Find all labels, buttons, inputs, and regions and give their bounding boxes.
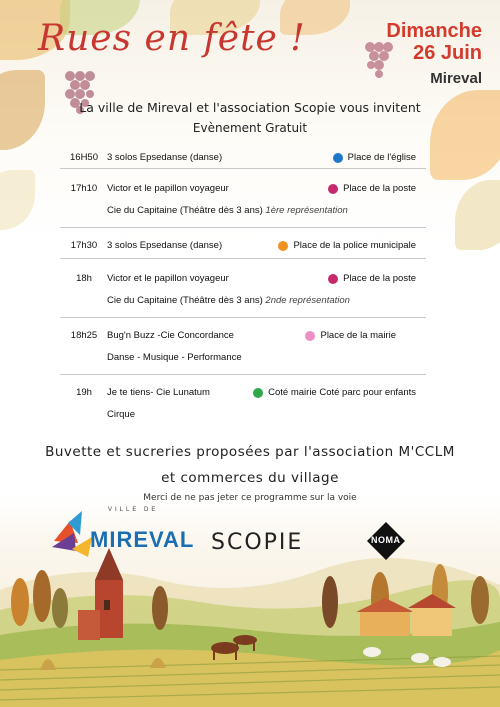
leaf-decoration: [0, 170, 35, 230]
activity: [107, 330, 234, 341]
invitation-text: La ville de Mireval et l'association Scopie vous invitent: [79, 100, 421, 115]
schedule-row: [60, 146, 426, 169]
town-name: Mireval: [430, 70, 482, 87]
location: [253, 387, 416, 398]
activity-note: 1ère représentation: [265, 205, 348, 216]
time: 17h30: [70, 240, 98, 251]
free-event-text: Evènement Gratuit: [192, 121, 308, 135]
location-label: Place de la police municipale: [293, 240, 416, 251]
time: 16H50: [70, 152, 98, 163]
schedule-line: [60, 234, 426, 258]
location: [328, 273, 416, 284]
location: [305, 330, 396, 341]
time: 19h: [76, 387, 92, 398]
activity: [107, 240, 222, 251]
location-label: Place de la poste: [343, 183, 416, 194]
activity-title: Danse - Musique - Performance: [107, 352, 242, 363]
noma-logo-text: NOMA: [371, 535, 401, 545]
location: [278, 240, 416, 251]
buvette-text-2: et commerces du village: [161, 470, 339, 486]
schedule-row: [60, 381, 426, 425]
activity-title: Victor et le papillon voyageur: [107, 183, 229, 194]
schedule-line: [60, 177, 426, 199]
location-dot-icon: [333, 153, 343, 163]
schedule-line: [60, 146, 426, 168]
location-dot-icon: [278, 241, 288, 251]
activity: [107, 183, 229, 194]
buvette-text: Buvette et sucreries proposées par l'association M'CCLM: [45, 444, 455, 460]
activity-title: Cie du Capitaine (Théâtre dès 3 ans): [107, 295, 263, 306]
time: 18h25: [70, 330, 98, 341]
mireval-logo-small: VILLE DE: [108, 507, 159, 513]
location-dot-icon: [328, 274, 338, 284]
mireval-logo-text: MIREVAL: [90, 527, 195, 552]
time: 17h10: [70, 183, 98, 194]
schedule-row: [60, 234, 426, 259]
event-title: Rues en fête !: [38, 18, 306, 59]
schedule-line: [60, 346, 426, 374]
schedule-list: [60, 146, 426, 425]
activity: [107, 152, 222, 163]
time: 18h: [76, 273, 92, 284]
notice-text: Merci de ne pas jeter ce programme sur la voie: [143, 493, 357, 503]
scopie-logo: SCOPIE: [211, 530, 304, 555]
location-label: Place de l'église: [347, 152, 416, 163]
activity-title: Cirque: [107, 409, 135, 420]
schedule-line: [60, 199, 426, 227]
schedule-line: [60, 289, 426, 317]
activity-title: 3 solos Epsedanse (danse): [107, 240, 223, 251]
schedule-row: [60, 267, 426, 318]
location: [333, 152, 416, 163]
date-day: Dimanche: [386, 20, 482, 42]
activity-title: 3 solos Epsedanse (danse): [107, 152, 223, 163]
activity: [107, 205, 348, 216]
mireval-logo: [48, 503, 195, 563]
activity-title: Je te tiens- Cie Lunatum: [107, 387, 210, 398]
schedule-line: [60, 267, 426, 289]
activity-note: 2nde représentation: [265, 295, 350, 306]
location-label: Place de la poste: [343, 273, 416, 284]
schedule-line: [60, 324, 426, 346]
activity: [107, 295, 350, 306]
schedule-row: [60, 324, 426, 375]
grapes-icon: [362, 40, 396, 80]
activity: [107, 387, 210, 398]
location-dot-icon: [305, 331, 315, 341]
activity: [107, 409, 135, 420]
activity-title: Bug'n Buzz -Cie Concordance: [107, 330, 234, 341]
noma-logo: [365, 520, 407, 562]
activity-title: Victor et le papillon voyageur: [107, 273, 229, 284]
activity: [107, 352, 242, 363]
location-dot-icon: [253, 388, 263, 398]
leaf-decoration: [455, 180, 500, 250]
activity-title: Cie du Capitaine (Théâtre dès 3 ans): [107, 205, 263, 216]
location-label: Coté mairie Coté parc pour enfants: [268, 387, 416, 398]
schedule-line: [60, 381, 426, 403]
schedule-row: [60, 177, 426, 228]
location-label: Place de la mairie: [320, 330, 396, 341]
village-landscape-illustration: [0, 540, 500, 707]
activity: [107, 273, 229, 284]
location: [328, 183, 416, 194]
date-number: 26 Juin: [413, 42, 482, 64]
schedule-line: [60, 403, 426, 425]
location-dot-icon: [328, 184, 338, 194]
